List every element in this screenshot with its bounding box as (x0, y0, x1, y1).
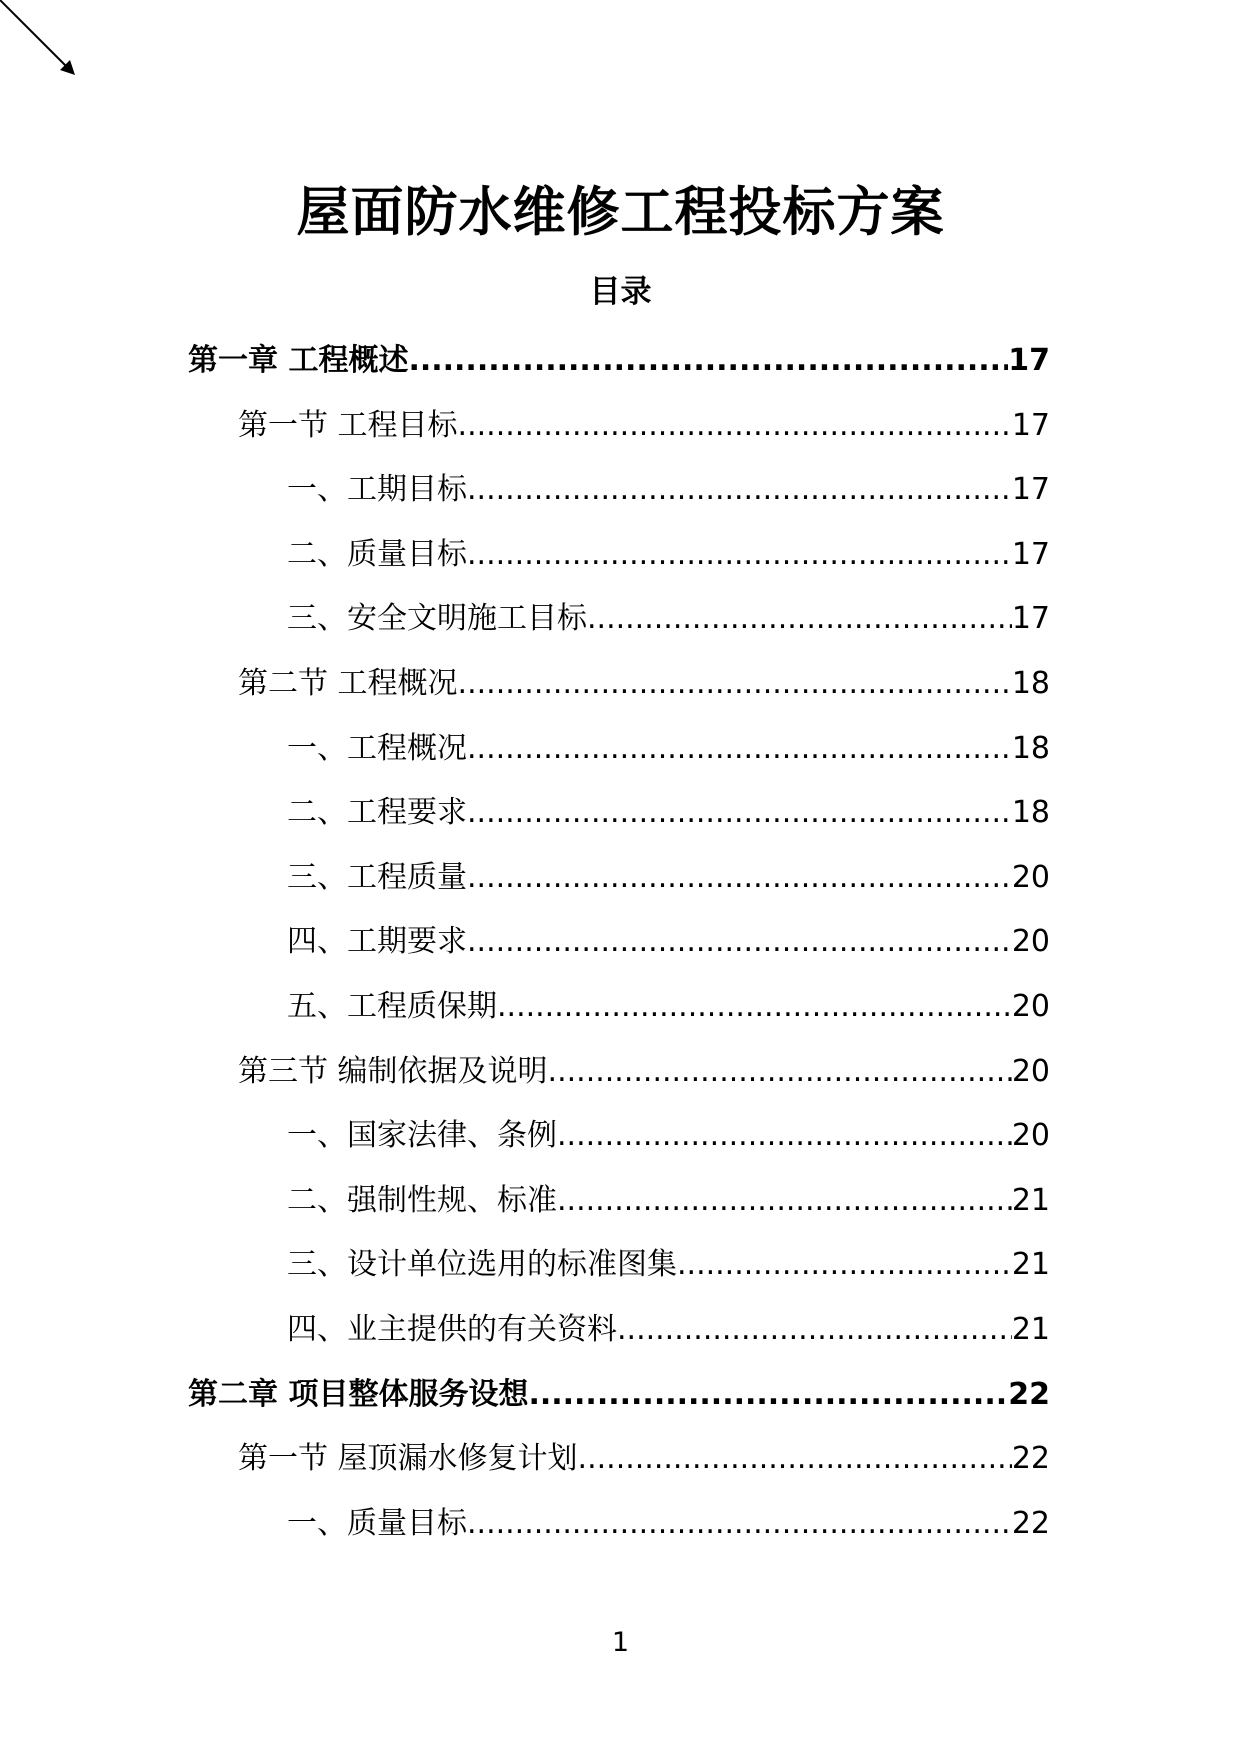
toc-entry-text: 五、工程质保期 (287, 989, 497, 1024)
toc-entry-page: 22 (1011, 1506, 1050, 1541)
toc-entry-text: 第一节 屋顶漏水修复计划 (238, 1441, 578, 1476)
toc-entry-page: 21 (1011, 1312, 1050, 1347)
toc-entry[interactable] (287, 467, 1050, 513)
toc-dot-leader (467, 532, 1012, 578)
toc-entry-page: 22 (1011, 1441, 1050, 1476)
toc-dot-leader (467, 790, 1012, 836)
toc-dot-leader (677, 1242, 1012, 1288)
toc-entry[interactable] (188, 1372, 1050, 1418)
page-number: 1 (611, 1627, 630, 1658)
toc-entry-text: 二、工程要求 (287, 795, 467, 830)
toc-entry[interactable] (238, 1049, 1050, 1095)
toc-dot-leader (557, 1113, 1012, 1159)
toc-entry[interactable] (238, 403, 1050, 449)
toc-entry-text: 一、质量目标 (287, 1506, 467, 1541)
toc-entry-text: 第三节 编制依据及说明 (238, 1054, 548, 1089)
toc-dot-leader (408, 338, 1008, 384)
toc-dot-leader (578, 1436, 1012, 1482)
toc-dot-leader (458, 661, 1012, 707)
toc-entry[interactable] (238, 661, 1050, 707)
toc-entry-page: 17 (1008, 343, 1050, 378)
toc-entry-page: 21 (1011, 1183, 1050, 1218)
toc-entry-page: 20 (1011, 924, 1050, 959)
toc-entry-text: 二、强制性规、标准 (287, 1183, 557, 1218)
toc-entry[interactable] (188, 338, 1050, 384)
toc-entry-page: 17 (1011, 472, 1050, 507)
toc-dot-leader (467, 919, 1012, 965)
toc-entry-page: 18 (1011, 795, 1050, 830)
toc-entry[interactable] (287, 532, 1050, 578)
toc-dot-leader (497, 984, 1012, 1030)
toc-entry-text: 第一章 工程概述 (188, 343, 409, 378)
toc-entry-page: 17 (1011, 601, 1050, 636)
toc-entry-text: 四、工期要求 (287, 924, 467, 959)
toc-entry[interactable] (287, 919, 1050, 965)
toc-entry-text: 一、工期目标 (287, 472, 467, 507)
toc-entry[interactable] (287, 1501, 1050, 1547)
toc-entry-text: 三、安全文明施工目标 (287, 601, 587, 636)
toc-entry-text: 一、工程概况 (287, 731, 467, 766)
toc-entry-page: 18 (1011, 666, 1050, 701)
toc-entry-page: 20 (1011, 1118, 1050, 1153)
toc-entry-page: 17 (1011, 408, 1050, 443)
toc-dot-leader (467, 1501, 1012, 1547)
toc-dot-leader (587, 596, 1012, 642)
toc-dot-leader (548, 1049, 1012, 1095)
toc-entry[interactable] (287, 596, 1050, 642)
toc-dot-leader (458, 403, 1012, 449)
toc-dot-leader (617, 1307, 1012, 1353)
toc-entry[interactable] (287, 1113, 1050, 1159)
toc-entry[interactable] (287, 984, 1050, 1030)
toc-entry-text: 三、设计单位选用的标准图集 (287, 1247, 677, 1282)
toc-dot-leader (467, 467, 1012, 513)
toc-entry[interactable] (287, 726, 1050, 772)
toc-dot-leader (467, 855, 1012, 901)
toc-entry-page: 18 (1011, 731, 1050, 766)
toc-entry[interactable] (238, 1436, 1050, 1482)
toc-entry-text: 四、业主提供的有关资料 (287, 1312, 617, 1347)
toc-entry[interactable] (287, 790, 1050, 836)
toc-entry[interactable] (287, 855, 1050, 901)
toc-entry[interactable] (287, 1307, 1050, 1353)
toc-dot-leader (467, 726, 1012, 772)
toc-entry-text: 二、质量目标 (287, 537, 467, 572)
toc-entry-page: 17 (1011, 537, 1050, 572)
toc-entry-text: 一、国家法律、条例 (287, 1118, 557, 1153)
toc-entry-text: 第二节 工程概况 (238, 666, 458, 701)
toc-entry-page: 20 (1011, 1054, 1050, 1089)
toc-entry-text: 第一节 工程目标 (238, 408, 458, 443)
toc-dot-leader (528, 1372, 1008, 1418)
corner-arrow-icon (0, 0, 80, 80)
toc-entry-page: 22 (1008, 1377, 1050, 1412)
toc-entry-page: 20 (1011, 860, 1050, 895)
toc-heading: 目录 (589, 274, 652, 310)
toc-entry[interactable] (287, 1178, 1050, 1224)
toc-entry-page: 21 (1011, 1247, 1050, 1282)
document-title: 屋面防水维修工程投标方案 (296, 182, 945, 243)
toc-dot-leader (557, 1178, 1012, 1224)
toc-entry[interactable] (287, 1242, 1050, 1288)
toc-entry-text: 第二章 项目整体服务设想 (188, 1377, 529, 1412)
toc-entry-page: 20 (1011, 989, 1050, 1024)
toc-entry-text: 三、工程质量 (287, 860, 467, 895)
